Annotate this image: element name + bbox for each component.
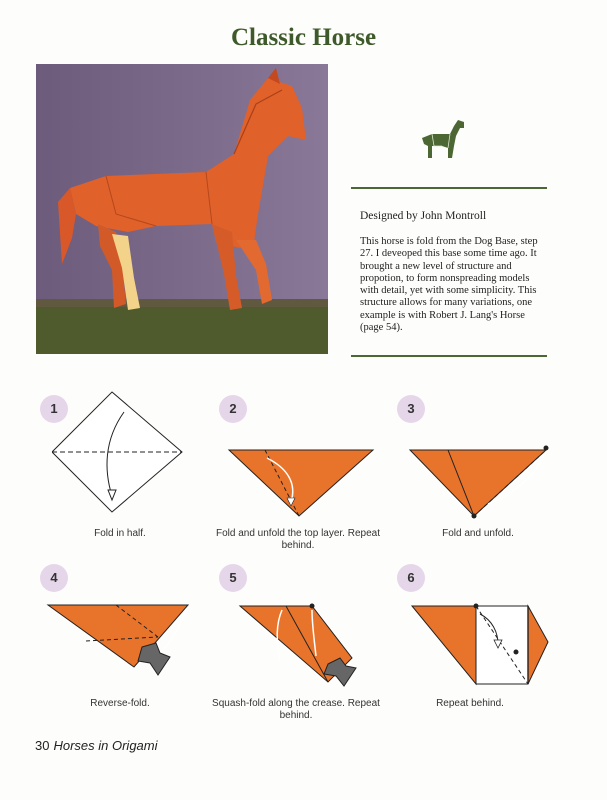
- page-footer: [35, 738, 158, 753]
- step-number-badge: 3: [397, 395, 425, 423]
- designer-credit: Designed by John Montroll: [360, 210, 487, 222]
- step-6-caption: Repeat behind.: [436, 698, 504, 709]
- step-4-diagram: [46, 603, 196, 681]
- step-number-badge: 4: [40, 564, 68, 592]
- step-number-badge: 5: [219, 564, 247, 592]
- bottom-divider: [351, 355, 547, 357]
- step-4-caption: Reverse-fold.: [90, 698, 150, 709]
- step-3-caption: Fold and unfold.: [442, 528, 514, 539]
- step-6-diagram: [408, 600, 558, 690]
- model-description: This horse is fold from the Dog Base, step 27. I deveoped this base some time ago. It brought a new level of structure and propotion, to form nonspreading models with detail, yet with some simplicity. This structure allows for many variations, one example is with Robert J. Lang's Horse (page 54).: [360, 236, 538, 334]
- step-number-badge: 6: [397, 564, 425, 592]
- page-number: 30: [35, 738, 50, 753]
- step-5-caption: Squash-fold along the crease. Repeat behind.: [212, 698, 380, 721]
- horse-silhouette-icon: [418, 114, 468, 166]
- step-2-diagram: [227, 448, 377, 520]
- page-title: Classic Horse: [230, 24, 377, 51]
- top-divider: [351, 187, 547, 189]
- step-1-diagram: [52, 390, 192, 515]
- horse-photo: [36, 64, 328, 354]
- step-2-caption: Fold and unfold the top layer. Repeat behind.: [215, 528, 380, 551]
- step-5-diagram: [236, 600, 358, 690]
- step-number-badge: 1: [40, 395, 68, 423]
- book-title: Horses in Origami: [53, 738, 158, 753]
- step-number-badge: 2: [219, 395, 247, 423]
- step-3-diagram: [408, 444, 558, 520]
- step-1-caption: Fold in half.: [94, 528, 146, 539]
